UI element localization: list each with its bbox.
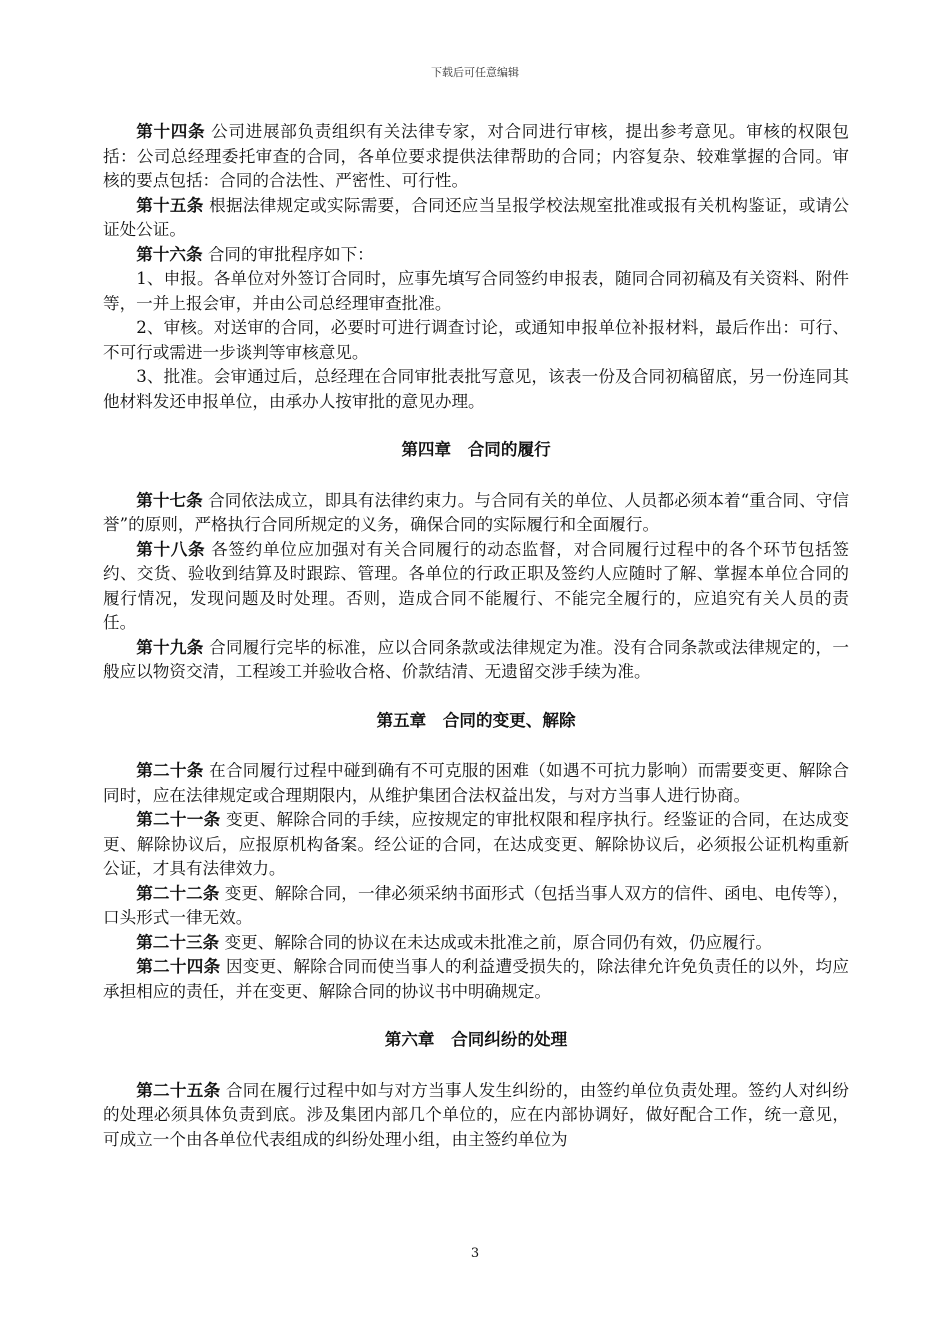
- chapter-heading: 第六章 合同纠纷的处理: [384, 1030, 568, 1049]
- page-number: 3: [470, 1246, 480, 1261]
- article-paragraph: [103, 243, 849, 268]
- article-text: 变更、解除合同的手续，应按规定的审批权限和程序执行。经鉴证的合同，在达成变更、解除协议后，应报原机构备案。经公证的合同，在达成变更、解除协议后，必须报公证机构重新公证，才具有法律效力。: [103, 810, 849, 878]
- article-number: 第十九条: [136, 637, 204, 657]
- document-body: [103, 120, 849, 1152]
- article-text: 2、审核。对送审的合同，必要时可进行调查讨论，或通知申报单位补报材料，最后作出：可行、不可行或需进一步谈判等审核意见。: [103, 318, 849, 362]
- article-paragraph: [103, 267, 849, 316]
- article-text: 在合同履行过程中碰到确有不可克服的困难（如遇不可抗力影响）而需要变更、解除合同时，应在法律规定或合理期限内，从维护集团合法权益出发，与对方当事人进行协商。: [103, 761, 850, 805]
- article-text: 合同依法成立，即具有法律约束力。与合同有关的单位、人员都必须本着“重合同、守信誉”的原则，严格执行合同所规定的义务，确保合同的实际履行和全面履行。: [103, 490, 850, 534]
- article-text: 因变更、解除合同而使当事人的利益遭受损失的，除法律允许免负责任的以外，均应承担相应的责任，并在变更、解除合同的协议书中明确规定。: [103, 957, 849, 1001]
- article-paragraph: [103, 194, 849, 243]
- article-text: 3、批准。会审通过后，总经理在合同审批表批写意见，该表一份及合同初稿留底，另一份连同其他材料发还申报单位，由承办人按审批的意见办理。: [103, 367, 849, 411]
- article-number: 第十八条: [136, 539, 206, 559]
- article-paragraph: [103, 931, 849, 956]
- article-paragraph: [103, 1079, 849, 1153]
- article-text: 合同履行完毕的标准，应以合同条款或法律规定为准。没有合同条款或法律规定的，一般应以物资交清，工程竣工并验收合格、价款结清、无遗留交涉手续为准。: [103, 637, 850, 681]
- article-paragraph: [103, 882, 849, 931]
- page-header: 下载后可任意编辑: [431, 66, 519, 79]
- article-number: 第二十二条: [136, 883, 220, 903]
- article-number: 第二十一条: [136, 810, 221, 829]
- article-paragraph: [103, 955, 849, 1004]
- article-text: 变更、解除合同的协议在未达成或未批准之前，原合同仍有效，仍应履行。: [224, 932, 773, 952]
- article-text: 变更、解除合同，一律必须采纳书面形式（包括当事人双方的信件、函电、电传等），口头形式一律无效。: [103, 883, 850, 927]
- article-text: 1、申报。各单位对外签订合同时，应事先填写合同签约申报表，随同合同初稿及有关资料、附件等，一并上报会审，并由公司总经理审查批准。: [103, 269, 849, 313]
- article-number: 第二十三条: [136, 932, 220, 952]
- article-number: 第十七条: [136, 490, 203, 510]
- article-number: 第十五条: [136, 195, 204, 215]
- article-number: 第十六条: [136, 244, 203, 264]
- article-paragraph: [103, 365, 849, 414]
- article-paragraph: [103, 489, 849, 538]
- article-paragraph: [103, 808, 849, 882]
- article-text: 公司进展部负责组织有关法律专家，对合同进行审核，提出参考意见。审核的权限包括：公司总经理委托审查的合同，各单位要求提供法律帮助的合同；内容复杂、较难掌握的合同。审核的要点包括：合同的合法性、严密性、可行性。: [103, 122, 850, 190]
- chapter-heading: 第四章 合同的履行: [401, 440, 551, 459]
- article-text: 合同的审批程序如下：: [207, 244, 374, 264]
- article-text: 根据法律规定或实际需要，合同还应当呈报学校法规室批准或报有关机构鉴证，或请公证处公证。: [103, 195, 850, 239]
- article-text: 各签约单位应加强对有关合同履行的动态监督，对合同履行过程中的各个环节包括签约、交货、验收到结算及时跟踪、管理。各单位的行政正职及签约人应随时了解、掌握本单位合同的履行情况，发现问题及时处理。否则，造成合同不能履行、不能完全履行的，应追究有关人员的责任。: [103, 539, 850, 632]
- article-paragraph: [103, 636, 849, 685]
- article-number: 第二十条: [136, 761, 204, 780]
- article-paragraph: [103, 120, 849, 194]
- article-number: 第二十四条: [136, 957, 221, 976]
- article-paragraph: [103, 759, 849, 808]
- article-number: 第十四条: [136, 122, 206, 141]
- article-text: 合同在履行过程中如与对方当事人发生纠纷的，由签约单位负责处理。签约人对纠纷的处理必须具体负责到底。涉及集团内部几个单位的，应在内部协调好，做好配合工作，统一意见，可成立一个由各单位代表组成的纠纷处理小组，由主签约单位为: [103, 1080, 849, 1149]
- article-paragraph: [103, 538, 849, 636]
- article-paragraph: [103, 316, 849, 365]
- chapter-heading: 第五章 合同的变更、解除: [376, 710, 576, 730]
- article-number: 第二十五条: [136, 1080, 221, 1100]
